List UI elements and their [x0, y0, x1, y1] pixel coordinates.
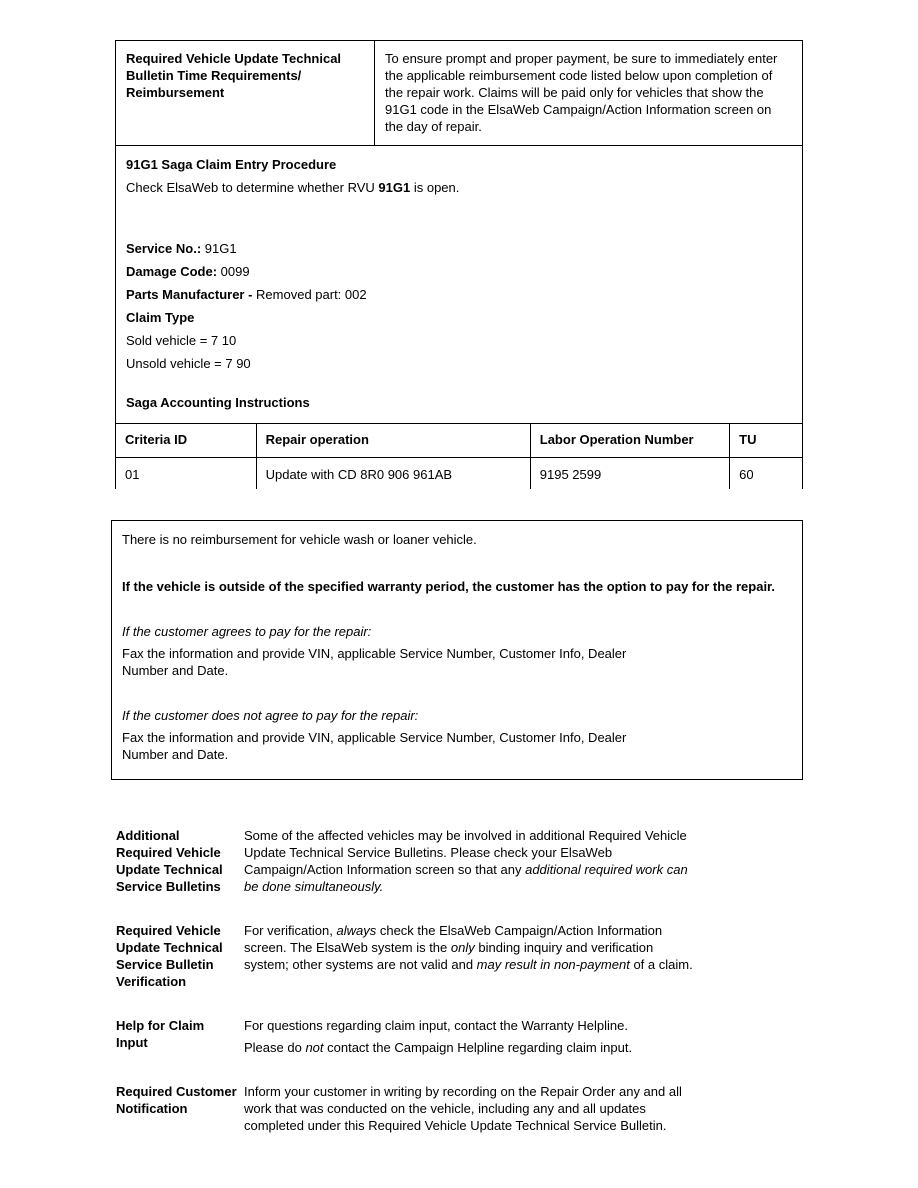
spacer — [122, 595, 792, 623]
column-header-labor-operation-number: Labor Operation Number — [530, 424, 729, 457]
service-no-label: Service No.: — [126, 241, 202, 256]
body-text: Please do — [244, 1040, 306, 1055]
customer-agrees-heading: If the customer agrees to pay for the repair: — [122, 624, 372, 639]
claim-entry-procedure-section — [116, 146, 802, 411]
customer-disagrees-heading: If the customer does not agree to pay for the repair: — [122, 708, 419, 723]
section-required-customer-notification — [116, 1083, 803, 1134]
cell-repair-operation: Update with CD 8R0 906 961AB — [256, 458, 530, 489]
spacer — [122, 679, 792, 707]
section-label: Required Customer Notification — [116, 1084, 237, 1116]
body-text: of a claim. — [629, 957, 693, 972]
accounting-table-header-row — [116, 424, 802, 458]
damage-code-line — [126, 263, 792, 280]
accounting-instructions-title: Saga Accounting Instructions — [126, 395, 310, 410]
body-text-italic: not — [305, 1040, 324, 1055]
parts-manufacturer-line — [126, 286, 792, 303]
body-text-italic: only — [450, 940, 475, 955]
column-header-tu: TU — [729, 424, 802, 457]
no-reimbursement-line: There is no reimbursement for vehicle wash or loaner vehicle. — [122, 532, 477, 547]
claim-check-bold: 91G1 — [378, 180, 411, 195]
body-text — [244, 1039, 699, 1056]
section-body — [244, 1017, 699, 1056]
cell-labor-operation-number: 9195 2599 — [530, 458, 729, 489]
spacer — [122, 548, 792, 578]
unsold-vehicle-line: Unsold vehicle = 7 90 — [126, 356, 251, 371]
section-help-for-claim-input — [116, 1017, 803, 1056]
customer-agrees-body: Fax the information and provide VIN, applicable Service Number, Customer Info, Dealer Number and Date. — [122, 646, 627, 678]
section-label: Additional Required Vehicle Update Technical Service Bulletins — [116, 828, 223, 894]
top-table-header-left: Required Vehicle Update Technical Bulletin Time Requirements/ Reimbursement — [126, 51, 342, 100]
reimbursement-box — [111, 520, 803, 780]
section-label: Required Vehicle Update Technical Service Bulletin Verification — [116, 923, 223, 989]
column-header-criteria-id: Criteria ID — [125, 432, 188, 447]
customer-disagrees-body: Fax the information and provide VIN, applicable Service Number, Customer Info, Dealer Number and Date. — [122, 730, 627, 762]
body-text-italic: always — [336, 923, 377, 938]
top-table-header-right: To ensure prompt and proper payment, be sure to immediately enter the applicable reimbursement code listed below upon completion of the repair work. Claims will be paid only for vehicles that show the 91G1 code in the ElsaWeb Campaign/Action Information screen on the day of repair. — [374, 41, 802, 145]
sold-vehicle-line: Sold vehicle = 7 10 — [126, 333, 237, 348]
section-bulletin-verification — [116, 922, 803, 990]
service-no-line — [126, 240, 792, 257]
damage-code-value: 0099 — [217, 264, 250, 279]
accounting-table — [116, 423, 802, 489]
body-text: For questions regarding claim input, contact the Warranty Helpline. — [244, 1018, 628, 1033]
section-label: Help for Claim Input — [116, 1018, 205, 1050]
service-no-value: 91G1 — [201, 241, 237, 256]
cell-criteria-id: 01 — [125, 467, 140, 482]
body-text-italic: additional required work can be done simultaneously. — [244, 862, 688, 894]
section-body — [244, 827, 699, 895]
column-header-repair-operation: Repair operation — [256, 424, 530, 457]
top-table — [115, 40, 803, 489]
claim-type-label: Claim Type — [126, 310, 195, 325]
body-text: For verification, — [244, 923, 337, 938]
claim-check-suffix: is open. — [410, 180, 460, 195]
body-text-italic: may result in non-payment — [476, 957, 630, 972]
parts-manufacturer-label: Parts Manufacturer - — [126, 287, 253, 302]
table-row — [116, 458, 802, 489]
claim-procedure-title: 91G1 Saga Claim Entry Procedure — [126, 157, 337, 172]
body-text: contact the Campaign Helpline regarding claim input. — [323, 1040, 633, 1055]
outside-warranty-line: If the vehicle is outside of the specified warranty period, the customer has the option to pay for the repair. — [122, 579, 776, 594]
body-text: check the ElsaWeb Campaign/Action Information screen. The ElsaWeb system is the — [244, 923, 663, 955]
section-additional-bulletins — [116, 827, 803, 895]
body-text: Some of the affected vehicles may be involved in additional Required Vehicle Update Technical Service Bulletins. Please check your ElsaWeb Campaign/Action Information screen so that any — [244, 828, 687, 877]
claim-check-line — [126, 179, 792, 196]
parts-manufacturer-value: Removed part: 002 — [252, 287, 367, 302]
top-table-header-row — [116, 41, 802, 146]
section-body: Inform your customer in writing by recording on the Repair Order any and all work that was conducted on the vehicle, including any and all updates completed under this Required Vehicle Update Technical Service Bulletin. — [244, 1084, 682, 1133]
damage-code-label: Damage Code: — [126, 264, 218, 279]
claim-check-prefix: Check ElsaWeb to determine whether RVU — [126, 180, 379, 195]
cell-tu: 60 — [729, 458, 802, 489]
body-text: binding inquiry and verification system; other systems are not valid and — [244, 940, 654, 972]
info-sections — [116, 827, 803, 1134]
section-body — [244, 922, 699, 990]
